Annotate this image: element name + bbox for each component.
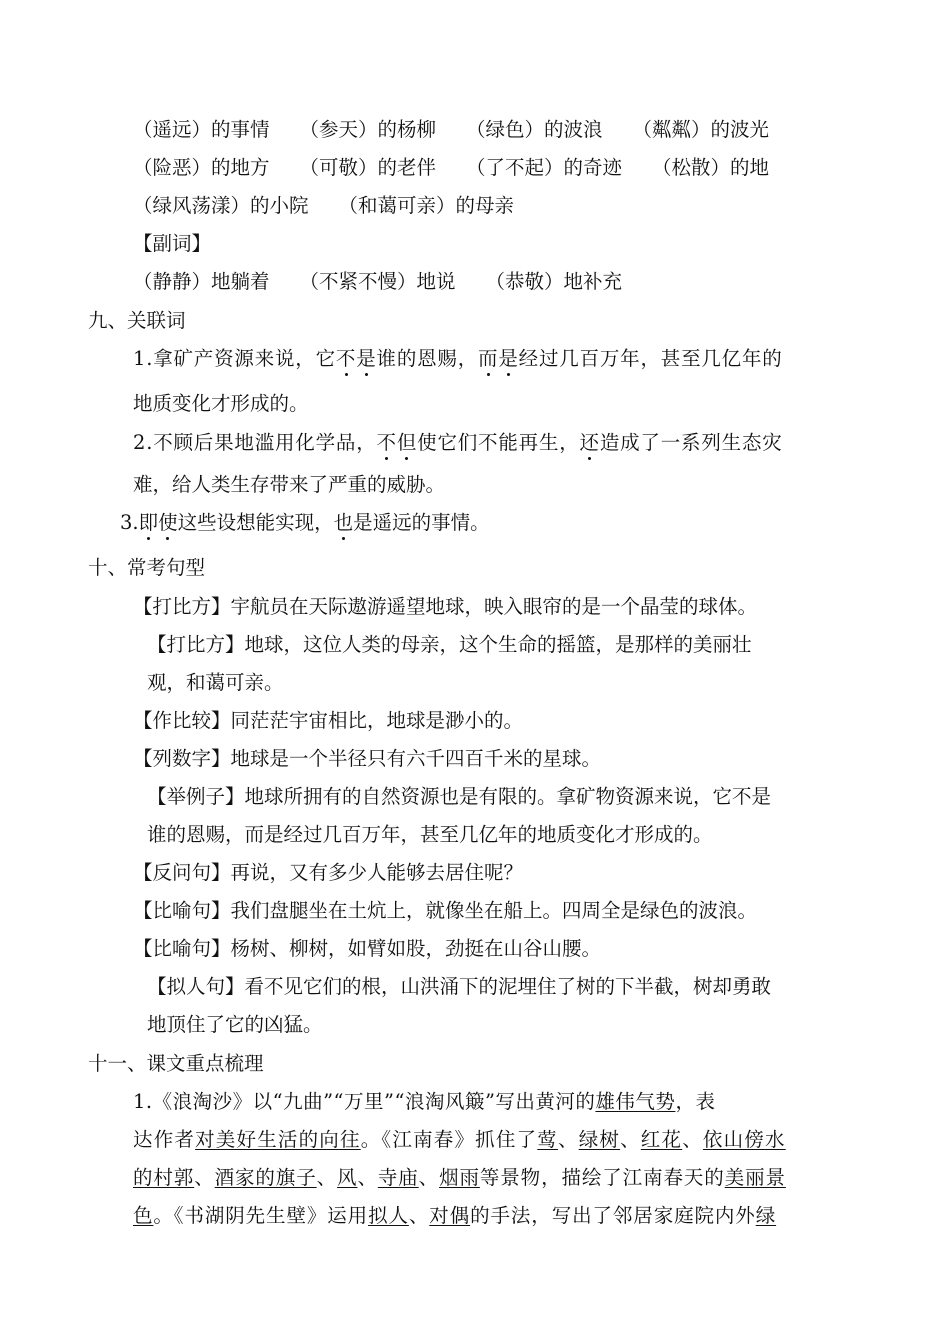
- sentence-1-line-2: 地质变化才形成的。: [133, 392, 309, 415]
- text: 1.拿矿产资源来说，它: [133, 347, 336, 370]
- phrase: （和蔼可亲）的母亲: [338, 194, 515, 217]
- sentence-2-line-2: 难，给人类生存带来了严重的威胁。: [133, 473, 446, 496]
- key-phrase: 对偶: [429, 1204, 471, 1227]
- emphasis-dot: 是: [498, 347, 519, 370]
- pattern-line: 【列数字】地球是一个半径只有六千四百千米的星球。: [133, 747, 602, 770]
- section-11-title: 十一、课文重点梳理: [88, 1052, 264, 1075]
- text: 、: [408, 1204, 430, 1227]
- adjective-row-1: [133, 117, 769, 143]
- text: 等景物，描绘了江南春天的: [479, 1166, 725, 1189]
- key-phrase: 美丽景: [724, 1166, 786, 1189]
- emphasis-dot: 而: [478, 347, 499, 370]
- emphasis-dot: 是: [356, 347, 377, 370]
- summary-line-4: [133, 1203, 776, 1229]
- text: 、: [316, 1166, 338, 1189]
- adverb-row: [133, 269, 622, 295]
- pattern-line: 【打比方】地球，这位人类的母亲，这个生命的摇篮，是那样的美丽壮: [147, 633, 752, 656]
- summary-line-2: [133, 1127, 786, 1153]
- text: 使它们不能再生，: [417, 431, 580, 454]
- text: 。《书湖阴先生壁》运用: [153, 1204, 369, 1227]
- text: 。《江南春》抓住了: [360, 1128, 538, 1151]
- pattern-line: 【比喻句】我们盘腿坐在土炕上，就像坐在船上。四周全是绿色的波浪。: [133, 899, 758, 922]
- phrase: （了不起）的奇迹: [466, 156, 623, 179]
- key-phrase: 雄伟气势: [595, 1090, 676, 1113]
- text: 这些设想能实现，: [177, 511, 334, 534]
- adjective-row-2: [133, 155, 769, 181]
- text: 、: [194, 1166, 215, 1189]
- key-phrase: 绿树: [578, 1128, 621, 1151]
- phrase: （绿风荡漾）的小院: [133, 194, 309, 217]
- phrase: （松散）的地: [652, 156, 770, 179]
- sentence-3: [120, 510, 490, 536]
- pattern-line: 观，和蔼可亲。: [147, 671, 284, 694]
- pattern-line: 地顶住了它的凶猛。: [147, 1013, 323, 1036]
- text: 3.: [120, 511, 139, 534]
- key-phrase: 酒家的旗子: [214, 1166, 317, 1189]
- text: 、: [557, 1128, 579, 1151]
- text: 经过几百万年，甚至几亿年的: [518, 347, 783, 370]
- phrase: （不紧不慢）地说: [299, 270, 456, 293]
- emphasis-dot: 也: [333, 511, 354, 534]
- section-10-title: 十、常考句型: [88, 556, 206, 579]
- key-phrase: 风: [337, 1166, 358, 1189]
- phrase: （恭敬）地补充: [485, 270, 623, 293]
- sentence-1-line-1: [133, 346, 783, 372]
- adjective-row-3: [133, 193, 514, 219]
- key-phrase: 的村郭: [133, 1166, 195, 1189]
- text: 是遥远的事情。: [353, 511, 490, 534]
- adverb-heading: 【副词】: [133, 232, 212, 255]
- text: 谁的恩赐，: [376, 347, 479, 370]
- key-phrase: 烟雨: [439, 1166, 480, 1189]
- key-phrase: 依山傍水: [702, 1128, 786, 1151]
- phrase: （绿色）的波浪: [466, 118, 603, 141]
- text: 、: [682, 1128, 703, 1151]
- text: 、: [357, 1166, 378, 1189]
- text: 达作者: [133, 1128, 196, 1151]
- pattern-line: 【作比较】同茫茫宇宙相比，地球是渺小的。: [133, 709, 524, 732]
- key-phrase: 拟人: [368, 1204, 409, 1227]
- phrase: （静静）地躺着: [133, 270, 270, 293]
- pattern-line: 谁的恩赐，而是经过几百万年，甚至几亿年的地质变化才形成的。: [147, 823, 713, 846]
- summary-line-1: [133, 1089, 715, 1115]
- phrase: （可敬）的老伴: [299, 156, 437, 179]
- summary-line-3: [133, 1165, 786, 1191]
- text: 、: [620, 1128, 641, 1151]
- phrase: （险恶）的地方: [133, 156, 270, 179]
- emphasis-dot: 即: [138, 511, 159, 534]
- pattern-line: 【反问句】再说，又有多少人能够去居住呢？: [133, 861, 524, 884]
- phrase: （参天）的杨柳: [299, 118, 437, 141]
- text: 的手法，写出了邻居家庭院内外: [470, 1204, 756, 1227]
- emphasis-dot: 但: [396, 431, 418, 454]
- key-phrase: 寺庙: [377, 1166, 419, 1189]
- key-phrase: 对美好生活的向往: [195, 1128, 361, 1151]
- pattern-line: 【比喻句】杨树、柳树，如臂如股，劲挺在山谷山腰。: [133, 937, 602, 960]
- key-phrase: 绿: [755, 1204, 777, 1227]
- pattern-line: 【举例子】地球所拥有的自然资源也是有限的。拿矿物资源来说，它不是: [147, 785, 772, 808]
- text: 1.《浪淘沙》以“九曲”“万里”“浪淘风簸”写出黄河的: [133, 1090, 596, 1113]
- key-phrase: 红花: [640, 1128, 683, 1151]
- text: 、: [418, 1166, 440, 1189]
- pattern-line: 【打比方】宇航员在天际遨游遥望地球，映入眼帘的是一个晶莹的球体。: [133, 595, 758, 618]
- emphasis-dot: 不: [376, 431, 397, 454]
- sentence-2-line-1: [133, 430, 783, 456]
- text: 造成了一系列生态灾: [599, 431, 783, 454]
- emphasis-dot: 不: [335, 347, 357, 370]
- key-phrase: 色: [133, 1204, 154, 1227]
- text: 2.不顾后果地滥用化学品，: [133, 431, 377, 454]
- pattern-line: 【拟人句】看不见它们的根，山洪涌下的泥埋住了树的下半截，树却勇敢: [147, 975, 772, 998]
- phrase: （遥远）的事情: [133, 118, 270, 141]
- text: ，表: [675, 1090, 716, 1113]
- key-phrase: 莺: [537, 1128, 558, 1151]
- emphasis-dot: 还: [579, 431, 600, 454]
- phrase: （粼粼）的波光: [632, 118, 770, 141]
- section-9-title: 九、关联词: [88, 309, 186, 332]
- emphasis-dot: 使: [158, 511, 178, 534]
